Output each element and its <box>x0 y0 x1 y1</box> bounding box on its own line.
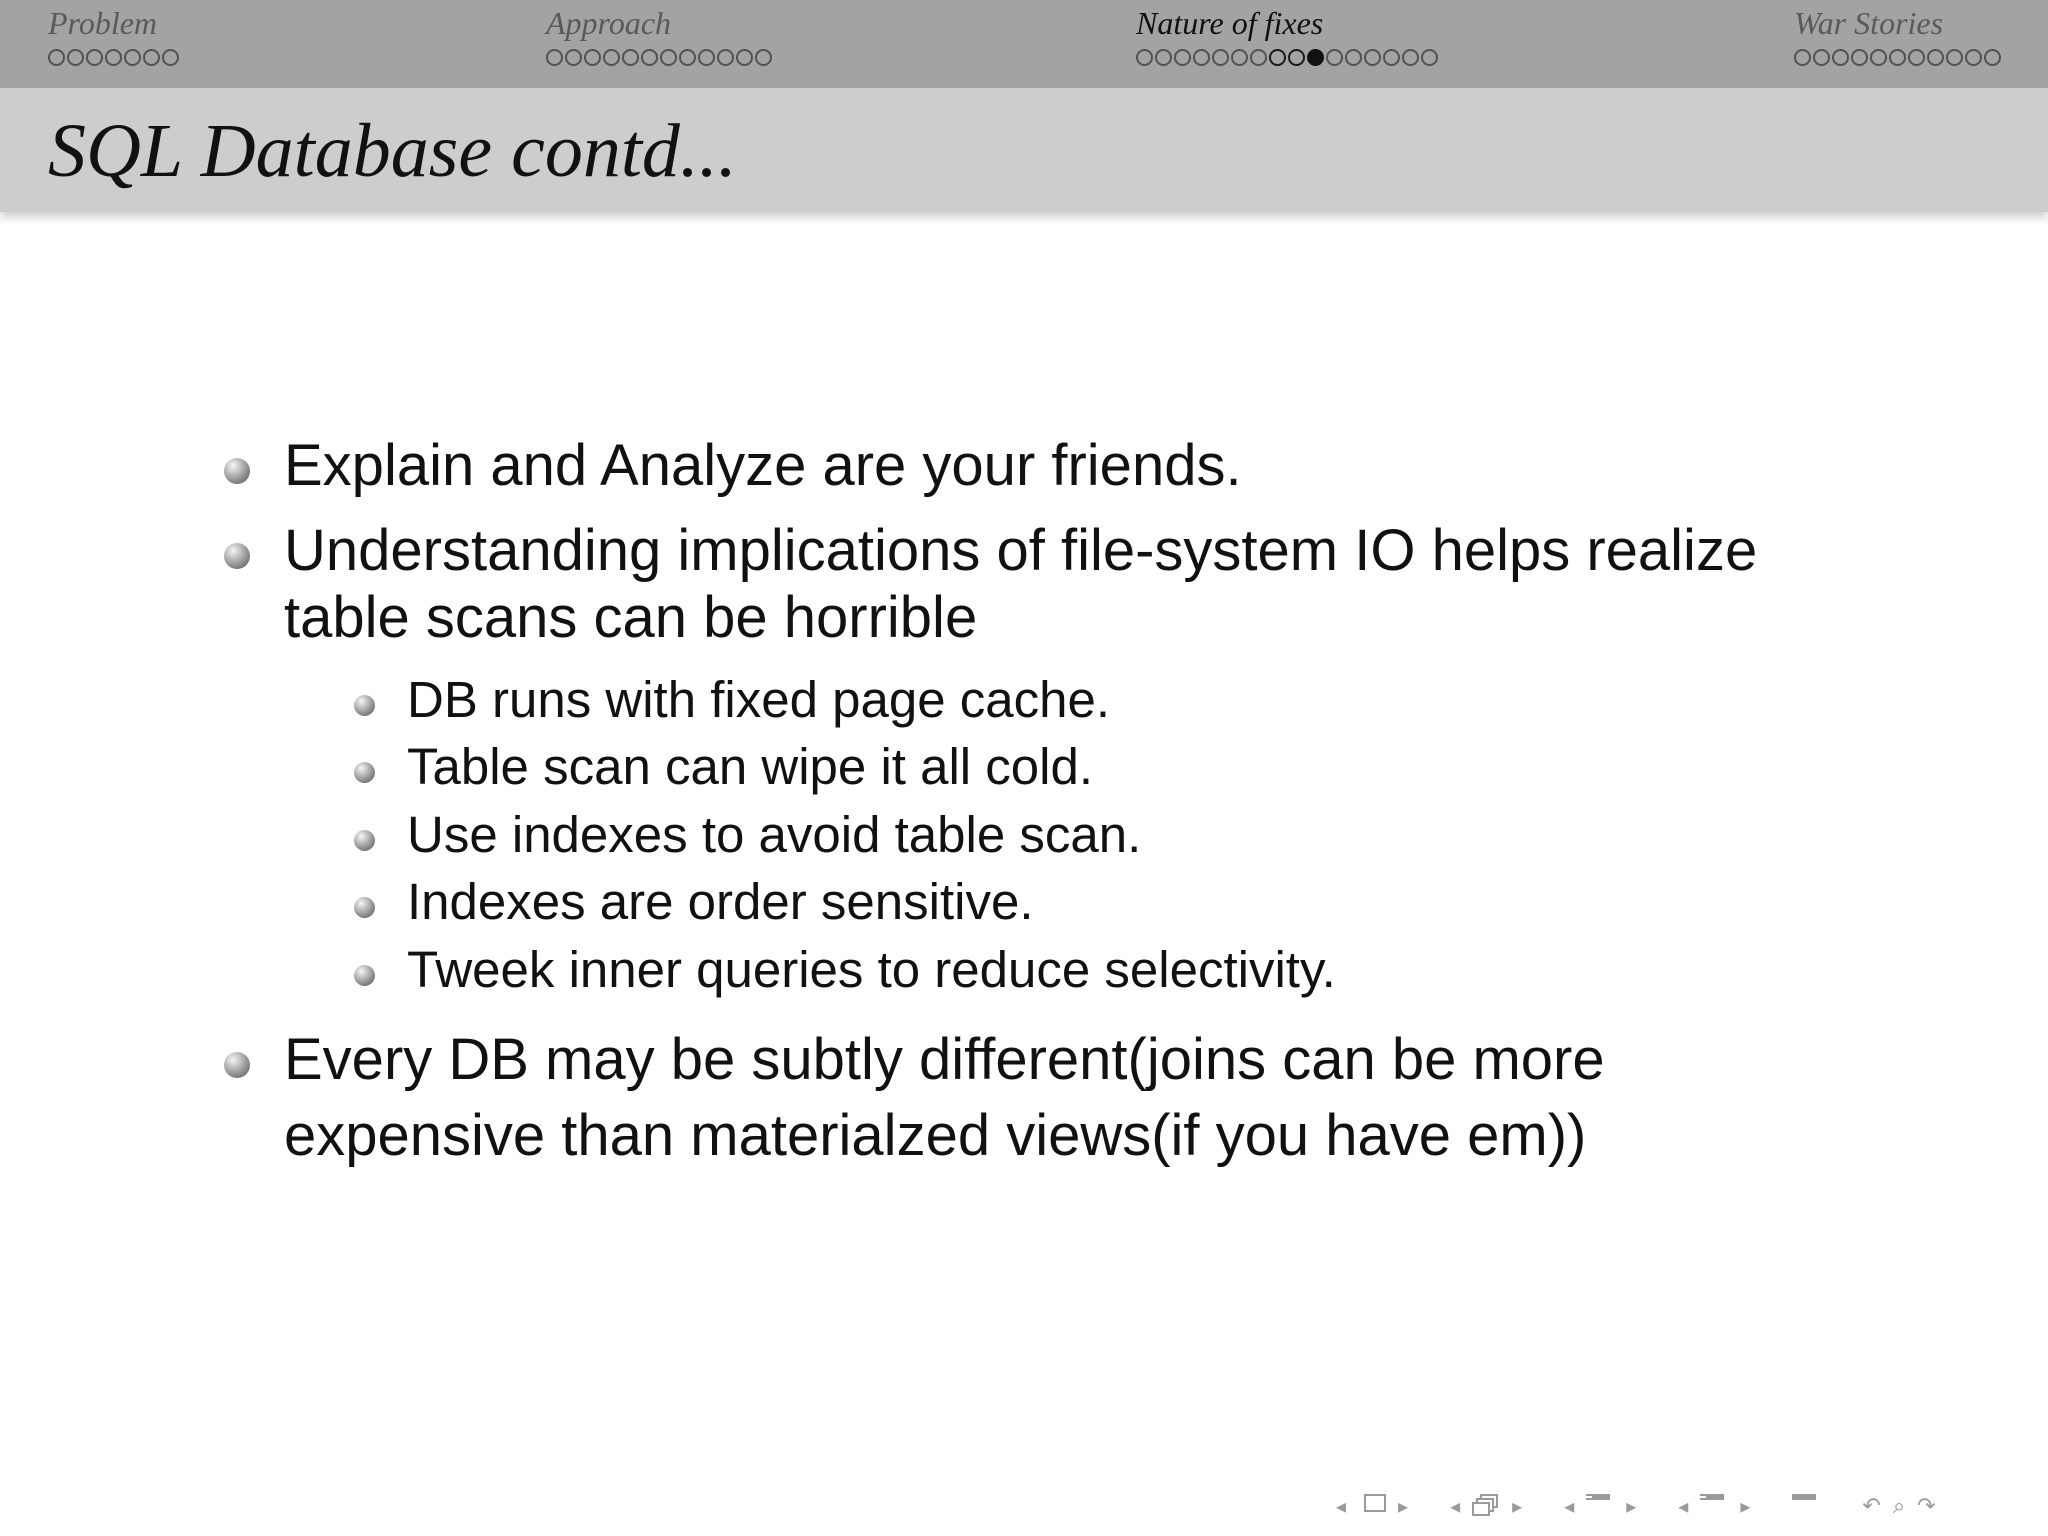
title-bar <box>0 88 2048 212</box>
search-nav-group <box>1856 1494 1941 1519</box>
bullet-text: Every DB may be subtly different(joins can be more <box>284 1027 1605 1092</box>
frame-dot[interactable] <box>717 49 734 66</box>
toc-icon[interactable] <box>1792 1494 1820 1518</box>
sub-bullet-ball-icon <box>354 965 375 986</box>
frame-dot[interactable] <box>1965 49 1982 66</box>
frame-dots <box>546 48 772 66</box>
prev-document-arrow-icon[interactable]: ◂ <box>1678 1494 1689 1518</box>
nav-section-problem[interactable] <box>48 4 179 66</box>
sub-bullet-ball-icon <box>354 830 375 851</box>
bullet-ball-icon <box>224 458 250 484</box>
subsection-icon[interactable] <box>1472 1494 1500 1518</box>
frame-dot[interactable] <box>1832 49 1849 66</box>
nav-section-war-stories[interactable] <box>1794 4 2001 66</box>
redo-icon[interactable]: ↷ <box>1917 1493 1936 1519</box>
frame-dots <box>1794 48 2001 66</box>
sub-bullet-ball-icon <box>354 762 375 783</box>
frame-dot[interactable] <box>546 49 563 66</box>
frame-dot[interactable] <box>584 49 601 66</box>
sub-bullet-text: DB runs with fixed page cache. <box>407 671 1111 728</box>
frame-icon[interactable] <box>1358 1494 1386 1518</box>
frame-dot[interactable] <box>1421 49 1438 66</box>
document-nav-group <box>1672 1494 1756 1518</box>
frame-dot[interactable] <box>86 49 103 66</box>
bullet-ball-icon <box>224 1052 250 1078</box>
frame-dot[interactable] <box>1326 49 1343 66</box>
frame-dot[interactable] <box>1870 49 1887 66</box>
undo-icon[interactable]: ↶ <box>1862 1493 1881 1519</box>
subsection-nav-group <box>1444 1494 1528 1518</box>
next-section-arrow-icon[interactable]: ▸ <box>1626 1494 1637 1518</box>
frame-dot[interactable] <box>124 49 141 66</box>
next-document-arrow-icon[interactable]: ▸ <box>1740 1494 1751 1518</box>
frame-dot[interactable] <box>660 49 677 66</box>
frame-dot[interactable] <box>1345 49 1362 66</box>
frame-nav-group <box>1330 1494 1414 1518</box>
frame-dot[interactable] <box>1174 49 1191 66</box>
prev-section-arrow-icon[interactable]: ◂ <box>1564 1494 1575 1518</box>
frame-dot[interactable] <box>105 49 122 66</box>
sub-bullet-ball-icon <box>354 695 375 716</box>
frame-dot[interactable] <box>1927 49 1944 66</box>
frame-dot[interactable] <box>1794 49 1811 66</box>
nav-section-title[interactable]: Approach <box>546 5 672 41</box>
sub-bullet-text: Use indexes to avoid table scan. <box>407 806 1142 863</box>
frame-dot[interactable] <box>565 49 582 66</box>
bullet-text: Explain and Analyze are your friends. <box>284 433 1242 498</box>
section-navigation-bar <box>0 0 2048 88</box>
frame-dot[interactable] <box>143 49 160 66</box>
next-subsection-arrow-icon[interactable]: ▸ <box>1512 1494 1523 1518</box>
bullet-text-continued: expensive than materialzed views(if you have em)) <box>284 1103 1587 1168</box>
sub-bullet-text: Tweek inner queries to reduce selectivity. <box>407 941 1336 998</box>
slide-title: SQL Database contd... <box>48 109 737 193</box>
frame-dot[interactable] <box>48 49 65 66</box>
section-icon[interactable] <box>1586 1494 1614 1518</box>
bullet-text: Understanding implications of file-system IO helps realize <box>284 518 1758 583</box>
bullet-ball-icon <box>224 543 250 569</box>
frame-dots <box>48 48 179 66</box>
beamer-navigation-symbols <box>1330 1488 1942 1524</box>
nav-section-approach[interactable] <box>546 4 772 66</box>
toc-nav-group <box>1786 1494 1826 1518</box>
frame-dot[interactable] <box>1908 49 1925 66</box>
frame-dot[interactable] <box>641 49 658 66</box>
bullet-text-continued: table scans can be horrible <box>284 585 978 650</box>
frame-dot[interactable] <box>1889 49 1906 66</box>
prev-frame-arrow-icon[interactable]: ◂ <box>1336 1494 1347 1518</box>
nav-section-title[interactable]: Problem <box>48 5 158 41</box>
nav-section-nature-of-fixes[interactable] <box>1136 4 1438 66</box>
sub-bullet-text: Indexes are order sensitive. <box>407 873 1034 930</box>
sub-bullet-text: Table scan can wipe it all cold. <box>407 738 1094 795</box>
frame-dot[interactable] <box>1136 49 1153 66</box>
frame-dot-current[interactable] <box>1307 49 1324 66</box>
next-frame-arrow-icon[interactable]: ▸ <box>1398 1494 1409 1518</box>
search-icon[interactable]: ⌕ <box>1892 1493 1906 1519</box>
frame-dot[interactable] <box>1402 49 1419 66</box>
frame-dot[interactable] <box>1851 49 1868 66</box>
frame-dot[interactable] <box>1212 49 1229 66</box>
document-icon[interactable] <box>1700 1494 1728 1518</box>
frame-dot[interactable] <box>698 49 715 66</box>
frame-dot[interactable] <box>1193 49 1210 66</box>
frame-dot[interactable] <box>1155 49 1172 66</box>
frame-dot[interactable] <box>67 49 84 66</box>
frame-dot[interactable] <box>679 49 696 66</box>
frame-dot[interactable] <box>622 49 639 66</box>
frame-dot[interactable] <box>1813 49 1830 66</box>
frame-dot[interactable] <box>1269 49 1286 66</box>
frame-dot[interactable] <box>1364 49 1381 66</box>
prev-subsection-arrow-icon[interactable]: ◂ <box>1450 1494 1461 1518</box>
frame-dots <box>1136 48 1438 66</box>
frame-dot[interactable] <box>1984 49 2001 66</box>
frame-dot[interactable] <box>162 49 179 66</box>
frame-dot[interactable] <box>1288 49 1305 66</box>
sub-bullet-ball-icon <box>354 897 375 918</box>
nav-section-title[interactable]: War Stories <box>1794 5 1944 41</box>
frame-dot[interactable] <box>1250 49 1267 66</box>
frame-dot[interactable] <box>1946 49 1963 66</box>
frame-dot[interactable] <box>603 49 620 66</box>
frame-dot[interactable] <box>1231 49 1248 66</box>
nav-section-title[interactable]: Nature of fixes <box>1136 5 1324 41</box>
section-nav-group <box>1558 1494 1642 1518</box>
frame-dot[interactable] <box>755 49 772 66</box>
frame-dot[interactable] <box>1383 49 1400 66</box>
frame-dot[interactable] <box>736 49 753 66</box>
